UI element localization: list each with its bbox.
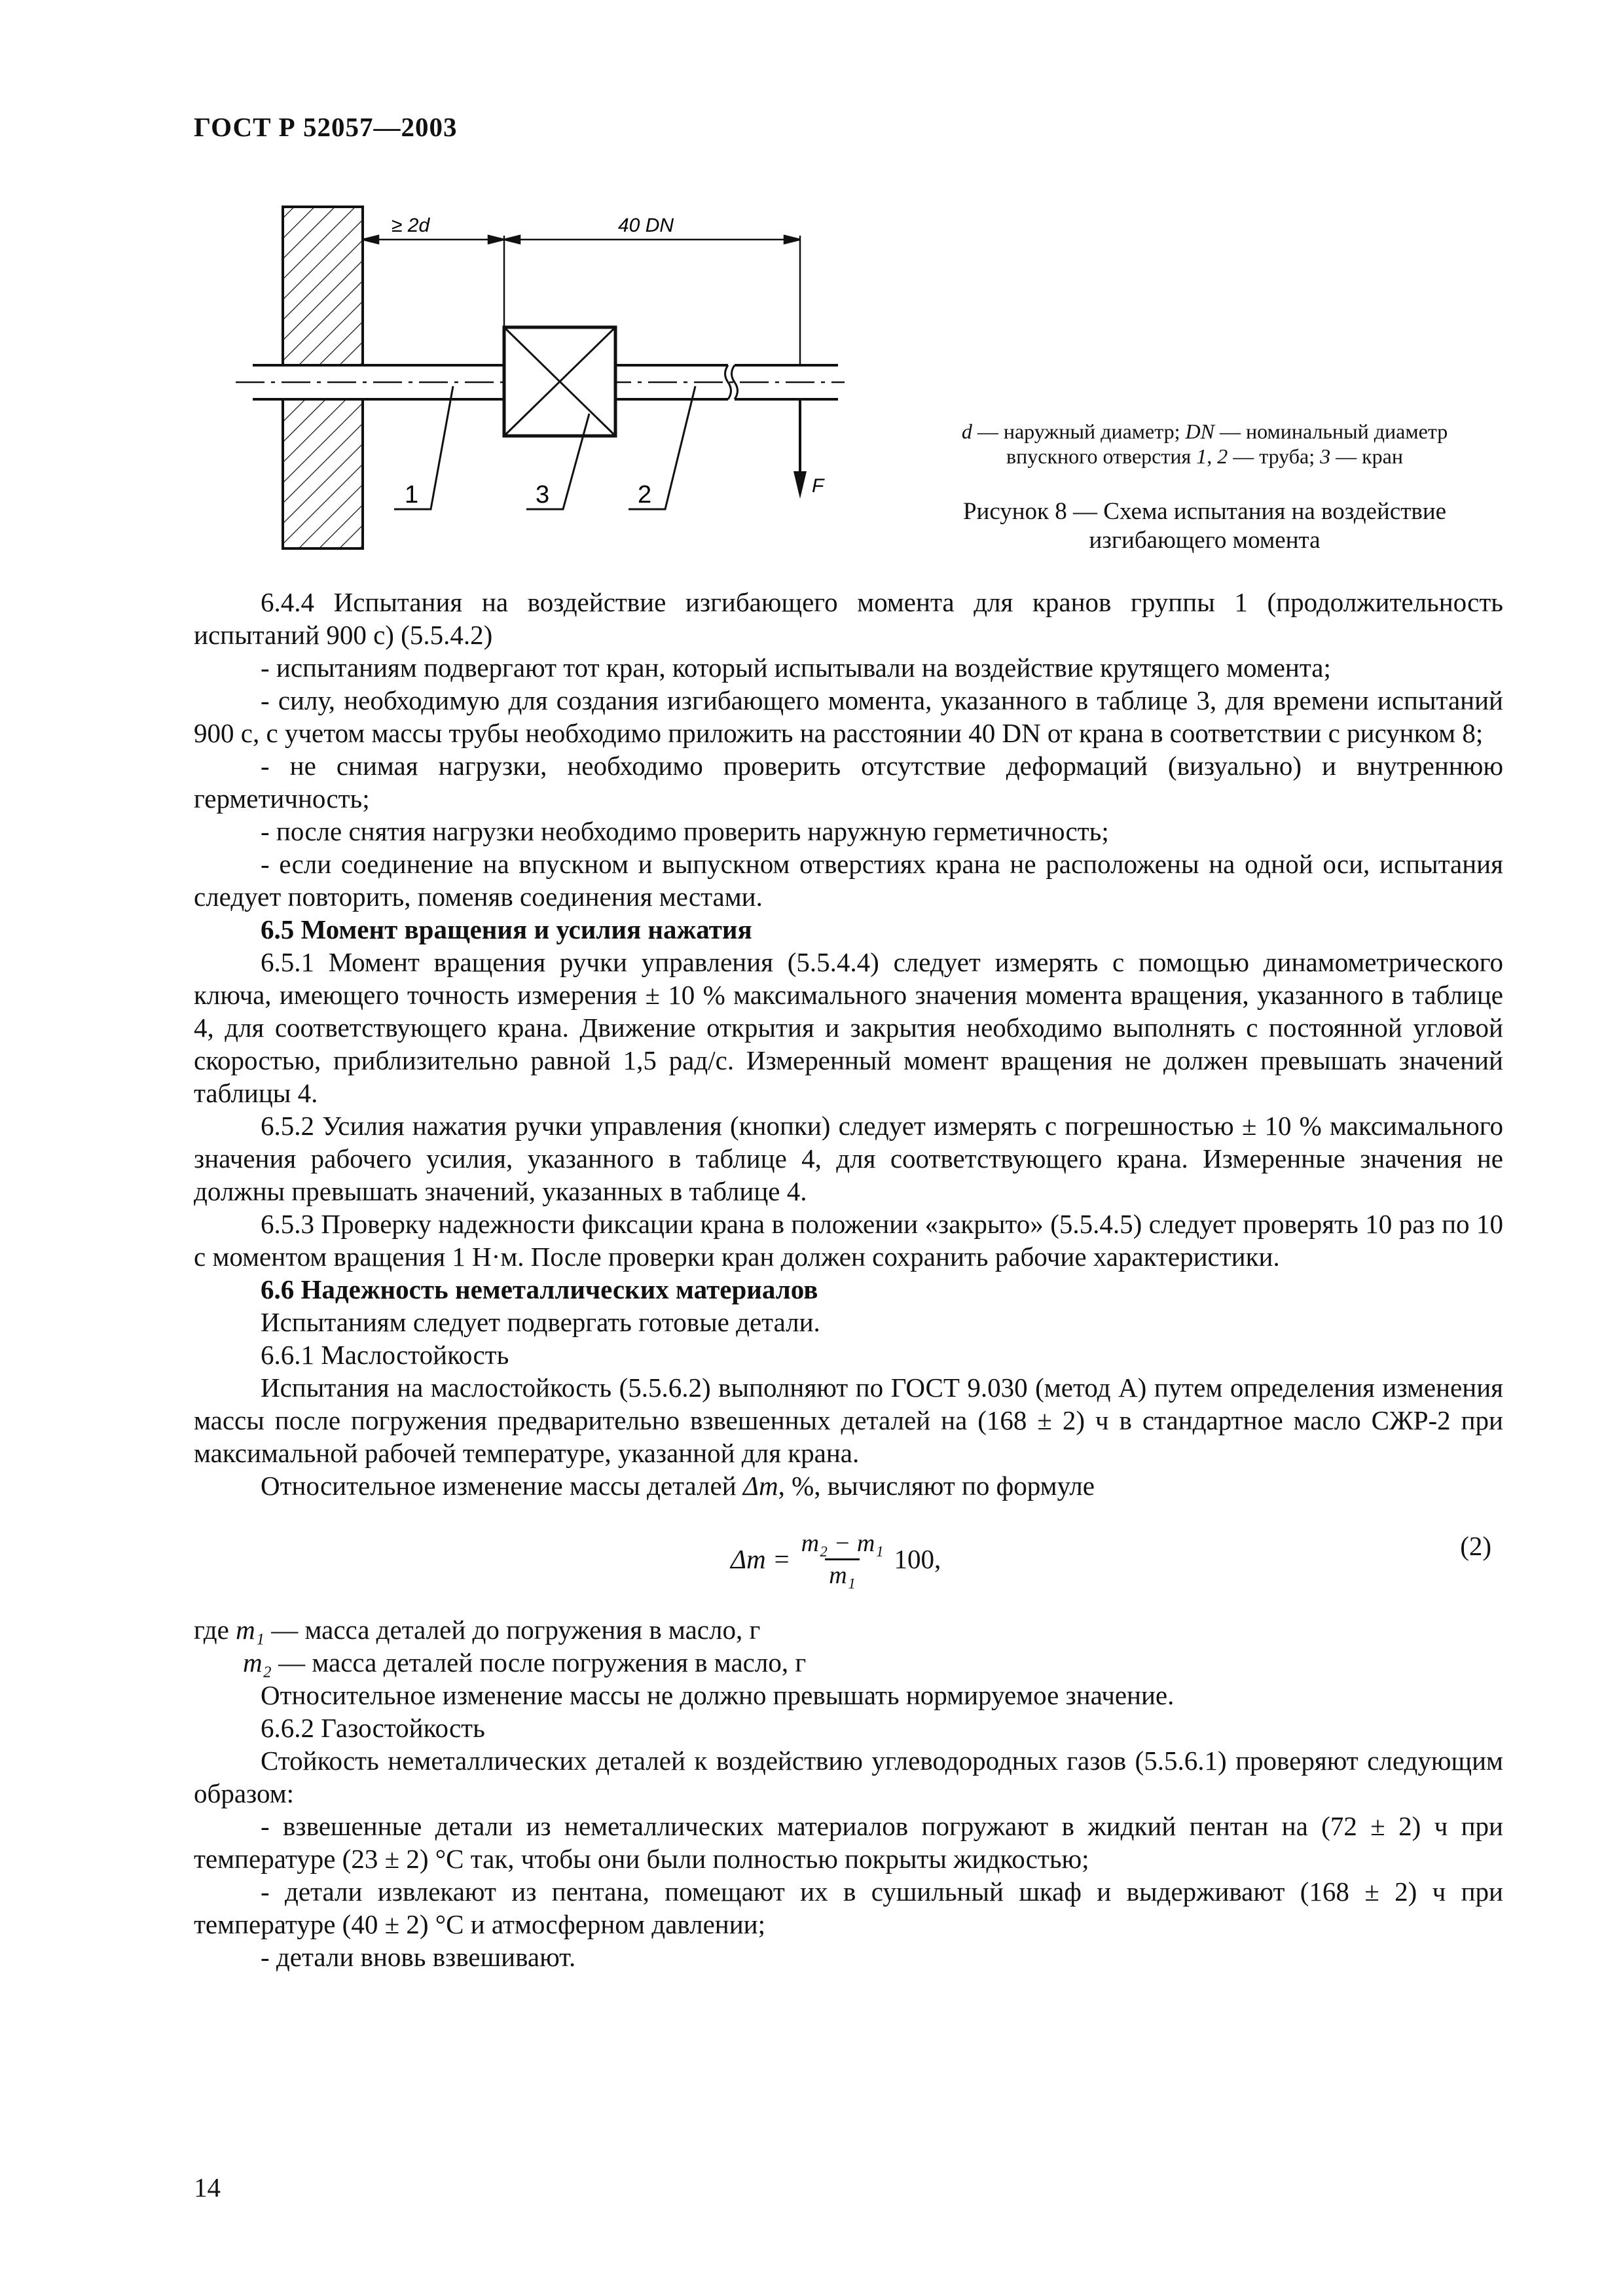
list-item: - испытаниям подвергают тот кран, который испытывали на воздействие крутящего момента; [261,653,1331,683]
test-scheme-figure [223,196,851,563]
formula-tail: 100, [894,1544,941,1574]
formula-numerator: m₂ − m₁ [801,1529,884,1557]
list-item: - после снятия нагрузки необходимо проверить наружную герметичность; [261,816,1109,846]
figure-legend: d — наружный диаметр; DN — номинальный диаметр впускного отверстия 1, 2 — труба; 3 — кран [961,420,1448,468]
list-item: - если соединение на впускном и выпускном отверстиях крана не расположены на одной оси, испытания следует повторить, поменяв соединения местами. [194,849,1503,912]
formula-intro: Относительное изменение массы деталей Δm, %, вычисляют по формуле [261,1471,1095,1501]
force-arrow [793,399,807,499]
formula-denominator: m₁ [825,1558,860,1590]
document-header: ГОСТ Р 52057—2003 [194,112,458,142]
heading-6-6: 6.6 Надежность неметаллических материалов [261,1274,818,1304]
formula-lhs: Δm = [731,1544,791,1574]
callout-3: 3 [536,481,550,509]
callout-2: 2 [638,481,652,509]
paragraph-6-5-3: 6.5.3 Проверку надежности фиксации крана в положении «закрыто» (5.5.4.5) следует проверять 10 раз по 10 с моментом вращения 1 Н·м. После проверки кран должен сохранить рабочие характеристики. [194,1209,1503,1272]
paragraph-6-6-2: Стойкость неметаллических деталей к воздействию углеводородных газов (5.5.6.1) проверяют следующим образом: [194,1746,1503,1808]
paragraph-6-6-1: Испытания на маслостойкость (5.5.6.2) выполняют по ГОСТ 9.030 (метод А) путем определения изменения массы после погружения предварительно взвешенных деталей на (168 ± 2) ч в стандартное масло СЖР-2 при максимальной рабочей температуре, указанной для крана. [194,1372,1503,1468]
heading-6-6-1: 6.6.1 Маслостойкость [261,1340,509,1370]
list-item: - не снимая нагрузки, необходимо проверить отсутствие деформаций (визуально) и внутреннюю герметичность; [194,751,1503,814]
where-line-1: где m₁ — масса деталей до погружения в масло, г [194,1615,761,1645]
list-item: - силу, необходимую для создания изгибающего момента, указанного в таблице 3, для времени испытаний 900 с, с учетом массы трубы необходимо приложить на расстоянии 40 DN от крана в соответствии с рисунком 8; [194,685,1503,748]
paragraph-6-4-4: 6.4.4 Испытания на воздействие изгибающего момента для кранов группы 1 (продолжительность испытаний 900 с) (5.5.4.2) [194,587,1503,650]
document-body [194,586,1503,1973]
dim-label-40dn: 40 DN [618,215,674,236]
formula-2 [194,1510,1503,1608]
figure-caption: Рисунок 8 — Схема испытания на воздействие изгибающего момента [962,498,1447,554]
heading-6-6-2: 6.6.2 Газостойкость [261,1713,485,1743]
paragraph-6-5-2: 6.5.2 Усилия нажатия ручки управления (кнопки) следует измерять с погрешностью ± 10 % максимального значения рабочего усилия, указанного в таблице 4, для соответствующего крана. Измеренные значения не должны превышать значений, указанных в таблице 4. [194,1111,1503,1206]
paragraph-norm: Относительное изменение массы не должно превышать нормируемое значение. [261,1680,1175,1710]
heading-6-5: 6.5 Момент вращения и усилия нажатия [261,914,752,944]
wall-hatched [283,207,363,548]
paragraph-6-5-1: 6.5.1 Момент вращения ручки управления (5.5.4.4) следует измерять с помощью динамометрического ключа, имеющего точность измерения ± 10 % максимального значения момента вращения, указанного в таблице 4, для соответствующего крана. Движение открытия и закрытия необходимо выполнять с постоянной угловой скоростью, приблизительно равной 1,5 рад/с. Измеренный момент вращения не должен превышать значений таблицы 4. [194,947,1503,1108]
list-item: - детали извлекают из пентана, помещают их в сушильный шкаф и выдерживают (168 ± 2) ч при температуре (40 ± 2) °С и атмосферном давлении; [194,1876,1503,1939]
paragraph-6-6: Испытаниям следует подвергать готовые детали. [261,1307,820,1337]
formula-number: (2) [1460,1531,1491,1561]
list-item: - взвешенные детали из неметаллических материалов погружают в жидкий пентан на (72 ± 2) ч при температуре (23 ± 2) °С так, чтобы они были полностью покрыты жидкостью; [194,1811,1503,1874]
valve-body [504,327,615,436]
dim-label-2d: ≥ 2d [392,215,430,236]
list-item: - детали вновь взвешивают. [261,1942,576,1972]
where-line-2: m₂ — масса деталей после погружения в масло, г [243,1647,807,1677]
callout-1: 1 [405,481,419,509]
page-number: 14 [194,2172,221,2202]
force-label: F [812,475,824,497]
